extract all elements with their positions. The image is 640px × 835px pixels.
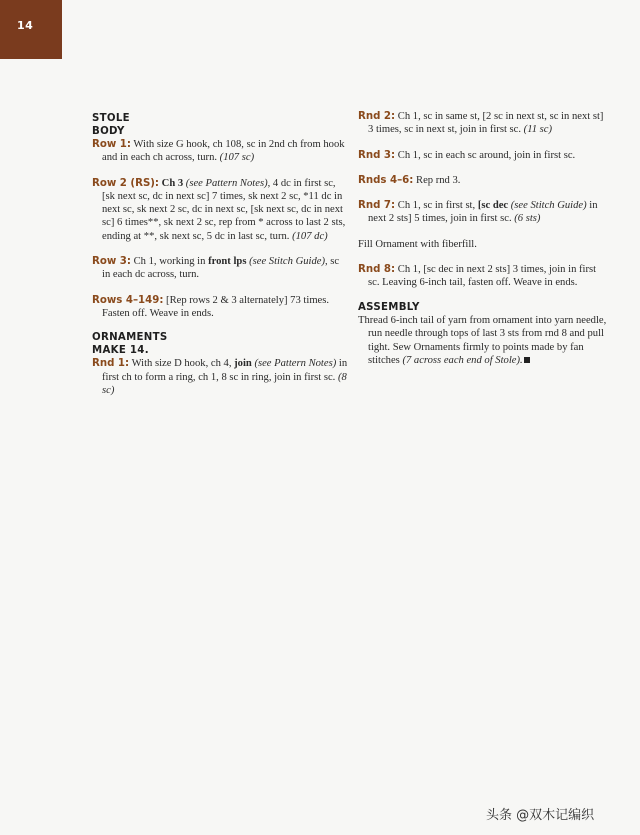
row-2 bbox=[92, 177, 348, 243]
rnd-8-text: Ch 1, [sc dec in next 2 sts] 3 times, join in first sc. Leaving 6-inch tail, fasten off. Weave in ends. bbox=[368, 264, 597, 289]
row-3-label: Row 3: bbox=[92, 256, 131, 268]
page-number: 14 bbox=[17, 19, 34, 32]
rnd-7-text-b: in next 2 sts] 5 times, join in first sc. bbox=[368, 200, 598, 225]
end-mark-icon bbox=[524, 357, 530, 363]
row-1-text: With size G hook, ch 108, sc in 2nd ch from hook and in each ch across, turn. bbox=[102, 139, 345, 164]
rnd-1-note: (see Pattern Notes) bbox=[251, 358, 337, 370]
left-column bbox=[92, 113, 348, 397]
row-3-note: (see Stitch Guide) bbox=[246, 256, 325, 268]
assembly-heading: ASSEMBLY bbox=[358, 301, 420, 313]
rnd-7-sc-dec: [sc dec bbox=[477, 200, 509, 212]
rnd-1-text-b: in first ch to form a ring, ch 1, 8 sc in ring, join in first sc. bbox=[102, 358, 348, 383]
rnds-4-6-label: Rnds 4–6: bbox=[358, 174, 414, 186]
rnd-8 bbox=[358, 263, 610, 290]
row-1-label: Row 1: bbox=[92, 139, 131, 150]
rows-4-149-label: Rows 4–149: bbox=[92, 294, 164, 306]
rnd-7-label: Rnd 7: bbox=[358, 200, 396, 212]
rows-4-149 bbox=[92, 294, 348, 321]
rnd-3-text: Ch 1, sc in each sc around, join in first sc. bbox=[395, 149, 576, 161]
assembly-text bbox=[358, 314, 610, 367]
rnd-1-join: join bbox=[234, 358, 252, 370]
rnd-2-count: (11 sc) bbox=[523, 124, 553, 136]
row-1 bbox=[92, 138, 348, 165]
make-14-subheading: MAKE 14. bbox=[92, 344, 149, 356]
rnd-2 bbox=[358, 110, 610, 137]
row-2-count: (107 dc) bbox=[292, 230, 328, 242]
fill-instruction: Fill Ornament with fiberfill. bbox=[358, 238, 477, 250]
row-3-front-lps: front lps bbox=[208, 256, 247, 268]
rnd-7-note: (see Stitch Guide) bbox=[508, 200, 587, 212]
row-2-label: Row 2 (RS): bbox=[92, 177, 160, 189]
ornaments-heading: ORNAMENTS bbox=[92, 332, 168, 344]
rnd-2-label: Rnd 2: bbox=[358, 111, 396, 122]
row-2-ch3: Ch 3 bbox=[159, 177, 184, 189]
rnd-8-label: Rnd 8: bbox=[358, 264, 396, 276]
row-3 bbox=[92, 255, 348, 282]
rnd-2-text: Ch 1, sc in same st, [2 sc in next st, sc in next st] 3 times, sc in next st, join in first sc. bbox=[368, 111, 604, 136]
assembly-note: (7 across each end of Stole). bbox=[402, 355, 523, 367]
row-2-note: (see Pattern Notes) bbox=[183, 177, 268, 189]
body-subheading: BODY bbox=[92, 125, 125, 137]
row-3-text-a: Ch 1, working in bbox=[130, 256, 209, 268]
watermark: 头条 @双木记编织 bbox=[486, 808, 595, 823]
row-2-text: , 4 dc in first sc, [sk next sc, dc in next sc] 7 times, sk next 2 sc, *11 dc in next sc, sk next 2 sc, dc in next sc, [sk next sc, dc in next sc] 6 times**, sk next 2 sc, rep from * across to last 2 sts, ending at **, sk next sc, 5 dc in last sc, turn. bbox=[102, 177, 346, 242]
rnd-1 bbox=[92, 357, 348, 397]
rnds-4-6 bbox=[358, 174, 610, 187]
rnd-7 bbox=[358, 199, 610, 226]
rnd-3-label: Rnd 3: bbox=[358, 149, 396, 161]
rows-4-149-text: [Rep rows 2 & 3 alternately] 73 times. Fasten off. Weave in ends. bbox=[102, 294, 330, 319]
rnd-1-count: (8 sc) bbox=[102, 371, 347, 396]
right-column bbox=[358, 110, 610, 367]
rnd-3 bbox=[358, 149, 610, 162]
rnd-7-count: (6 sts) bbox=[514, 213, 541, 225]
rnds-4-6-text: Rep rnd 3. bbox=[413, 174, 461, 186]
row-3-text-b: , sc in each dc across, turn. bbox=[102, 256, 340, 281]
rnd-7-text-a: Ch 1, sc in first st, bbox=[395, 200, 478, 212]
stole-heading: STOLE bbox=[92, 113, 130, 124]
assembly-body: Thread 6-inch tail of yarn from ornament into yarn needle, run needle through tops of last 3 sts from rnd 8 and pull tight. Sew Ornaments firmly to points made by fan stitches bbox=[358, 315, 607, 367]
row-1-count: (107 sc) bbox=[219, 152, 255, 164]
page-number-tab bbox=[0, 0, 62, 59]
rnd-1-label: Rnd 1: bbox=[92, 358, 130, 370]
rnd-1-text-a: With size D hook, ch 4, bbox=[129, 358, 235, 370]
